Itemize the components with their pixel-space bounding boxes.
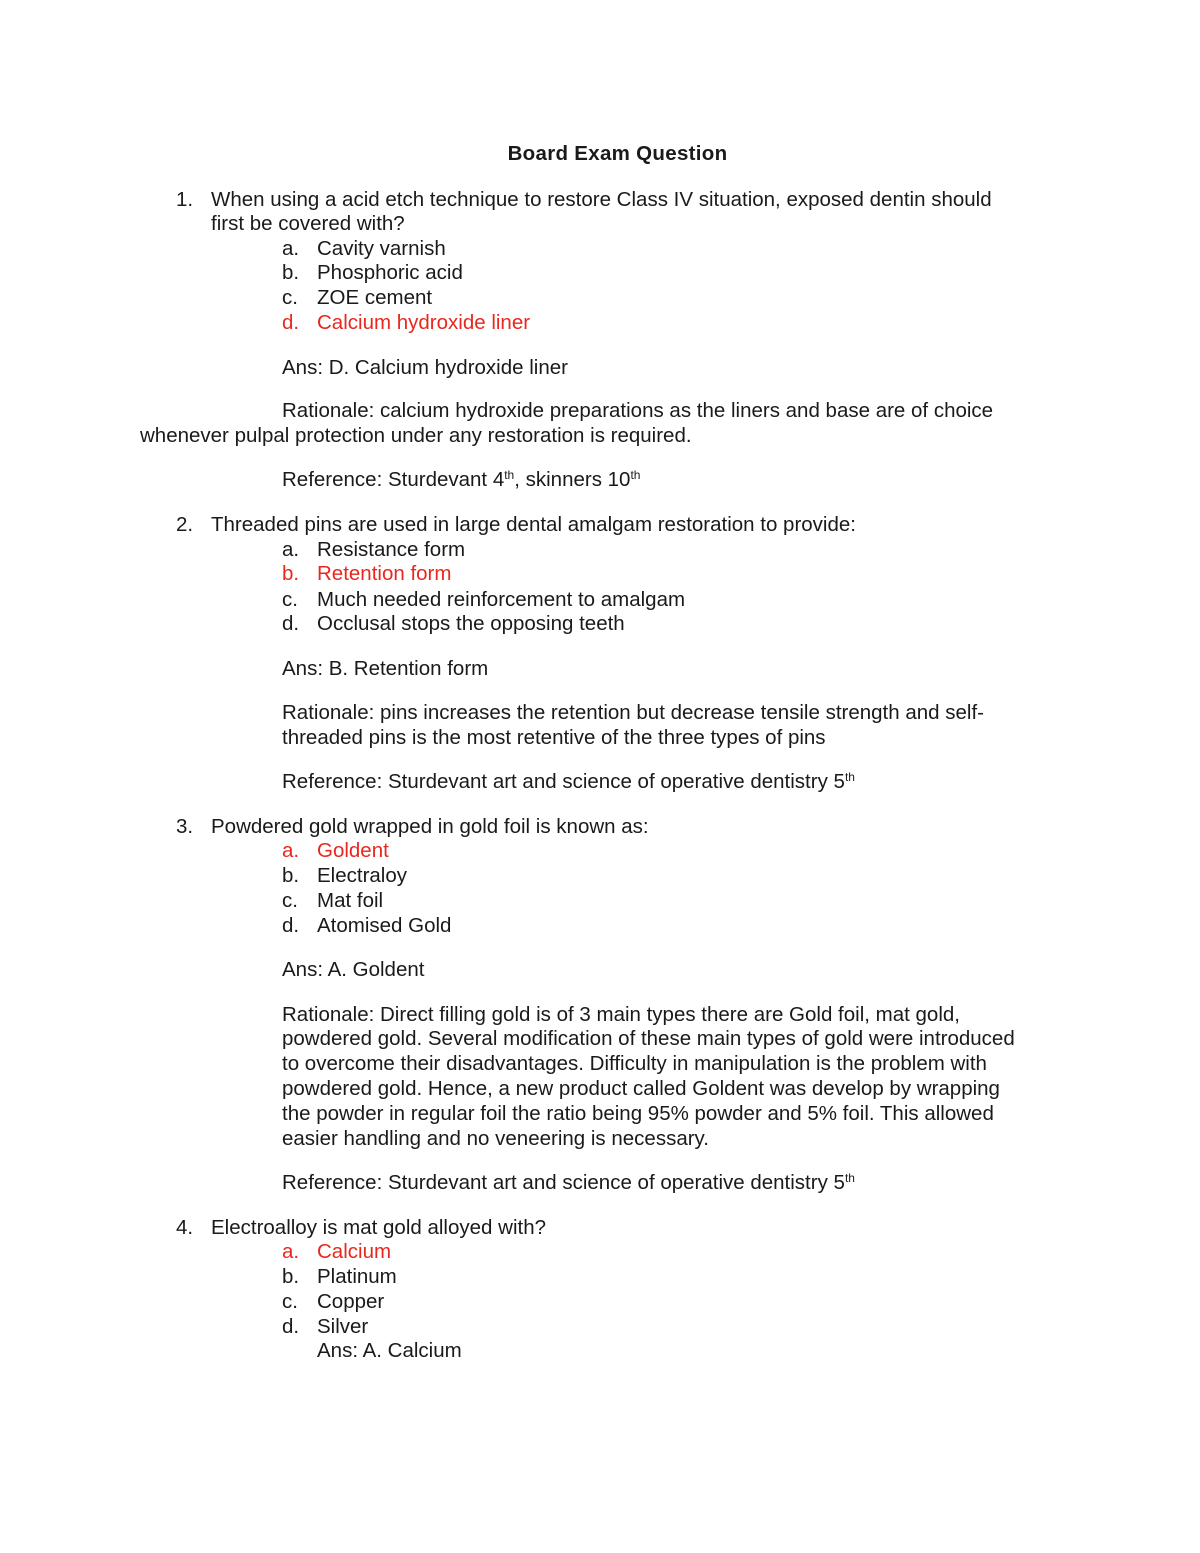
option-text: Much needed reinforcement to amalgam	[317, 588, 686, 611]
answer: Ans: D. Calcium hydroxide liner	[282, 356, 568, 379]
option-text: Mat foil	[317, 889, 384, 912]
reference: Reference: Sturdevant art and science of operative dentistry 5th	[282, 1171, 855, 1194]
rationale: powdered gold. Hence, a new product called Goldent was develop by wrapping	[282, 1077, 1000, 1100]
option-letter: b.	[282, 1265, 300, 1288]
option-text: ZOE cement	[317, 286, 433, 309]
option-text: Phosphoric acid	[317, 261, 463, 284]
option-letter: b.	[282, 864, 300, 887]
rationale: threaded pins is the most retentive of the three types of pins	[282, 726, 826, 749]
correct-option-letter: d.	[282, 311, 300, 334]
option-letter: a.	[282, 237, 300, 260]
page-title: Board Exam Question	[507, 142, 728, 165]
rationale: whenever pulpal protection under any restoration is required.	[140, 424, 692, 447]
rationale: Rationale: calcium hydroxide preparations as the liners and base are of choice	[282, 399, 994, 422]
option-letter: d.	[282, 612, 300, 635]
answer: Ans: B. Retention form	[282, 657, 489, 680]
rationale: to overcome their disadvantages. Difficulty in manipulation is the problem with	[282, 1052, 987, 1075]
question-text: When using a acid etch technique to restore Class IV situation, exposed dentin should	[211, 188, 992, 211]
option-letter: b.	[282, 261, 300, 284]
option-text: Cavity varnish	[317, 237, 446, 260]
option-text: Resistance form	[317, 538, 466, 561]
question-text: Electroalloy is mat gold alloyed with?	[211, 1216, 546, 1239]
option-text: Occlusal stops the opposing teeth	[317, 612, 625, 635]
rationale: powdered gold. Several modification of these main types of gold were introduced	[282, 1027, 1015, 1050]
correct-option-letter: a.	[282, 1240, 300, 1263]
correct-option-letter: a.	[282, 839, 300, 862]
correct-option-text: Goldent	[317, 839, 389, 862]
question-number: 4.	[176, 1216, 194, 1239]
option-letter: c.	[282, 588, 298, 611]
reference: Reference: Sturdevant art and science of operative dentistry 5th	[282, 770, 855, 793]
option-text: Silver	[317, 1315, 369, 1338]
option-text: Platinum	[317, 1265, 397, 1288]
correct-option-text: Calcium hydroxide liner	[317, 311, 531, 334]
rationale: Rationale: Direct filling gold is of 3 main types there are Gold foil, mat gold,	[282, 1003, 960, 1026]
option-text: Atomised Gold	[317, 914, 452, 937]
option-letter: c.	[282, 286, 298, 309]
correct-option-text: Calcium	[317, 1240, 392, 1263]
question-number: 1.	[176, 188, 194, 211]
rationale: Rationale: pins increases the retention but decrease tensile strength and self-	[282, 701, 984, 724]
option-letter: d.	[282, 914, 300, 937]
question-text: first be covered with?	[211, 212, 405, 235]
question-number: 2.	[176, 513, 194, 536]
question-number: 3.	[176, 815, 194, 838]
option-letter: c.	[282, 1290, 298, 1313]
option-letter: c.	[282, 889, 298, 912]
option-text: Copper	[317, 1290, 385, 1313]
rationale: the powder in regular foil the ratio being 95% powder and 5% foil. This allowed	[282, 1102, 994, 1125]
correct-option-text: Retention form	[317, 562, 452, 585]
answer: Ans: A. Goldent	[282, 958, 425, 981]
question-text: Powdered gold wrapped in gold foil is known as:	[211, 815, 649, 838]
correct-option-letter: b.	[282, 562, 300, 585]
reference: Reference: Sturdevant 4th, skinners 10th	[282, 468, 641, 491]
option-letter: d.	[282, 1315, 300, 1338]
option-text: Electraloy	[317, 864, 408, 887]
option-letter: a.	[282, 538, 300, 561]
rationale: easier handling and no veneering is necessary.	[282, 1127, 709, 1150]
answer: Ans: A. Calcium	[317, 1339, 462, 1362]
question-text: Threaded pins are used in large dental amalgam restoration to provide:	[211, 513, 856, 536]
